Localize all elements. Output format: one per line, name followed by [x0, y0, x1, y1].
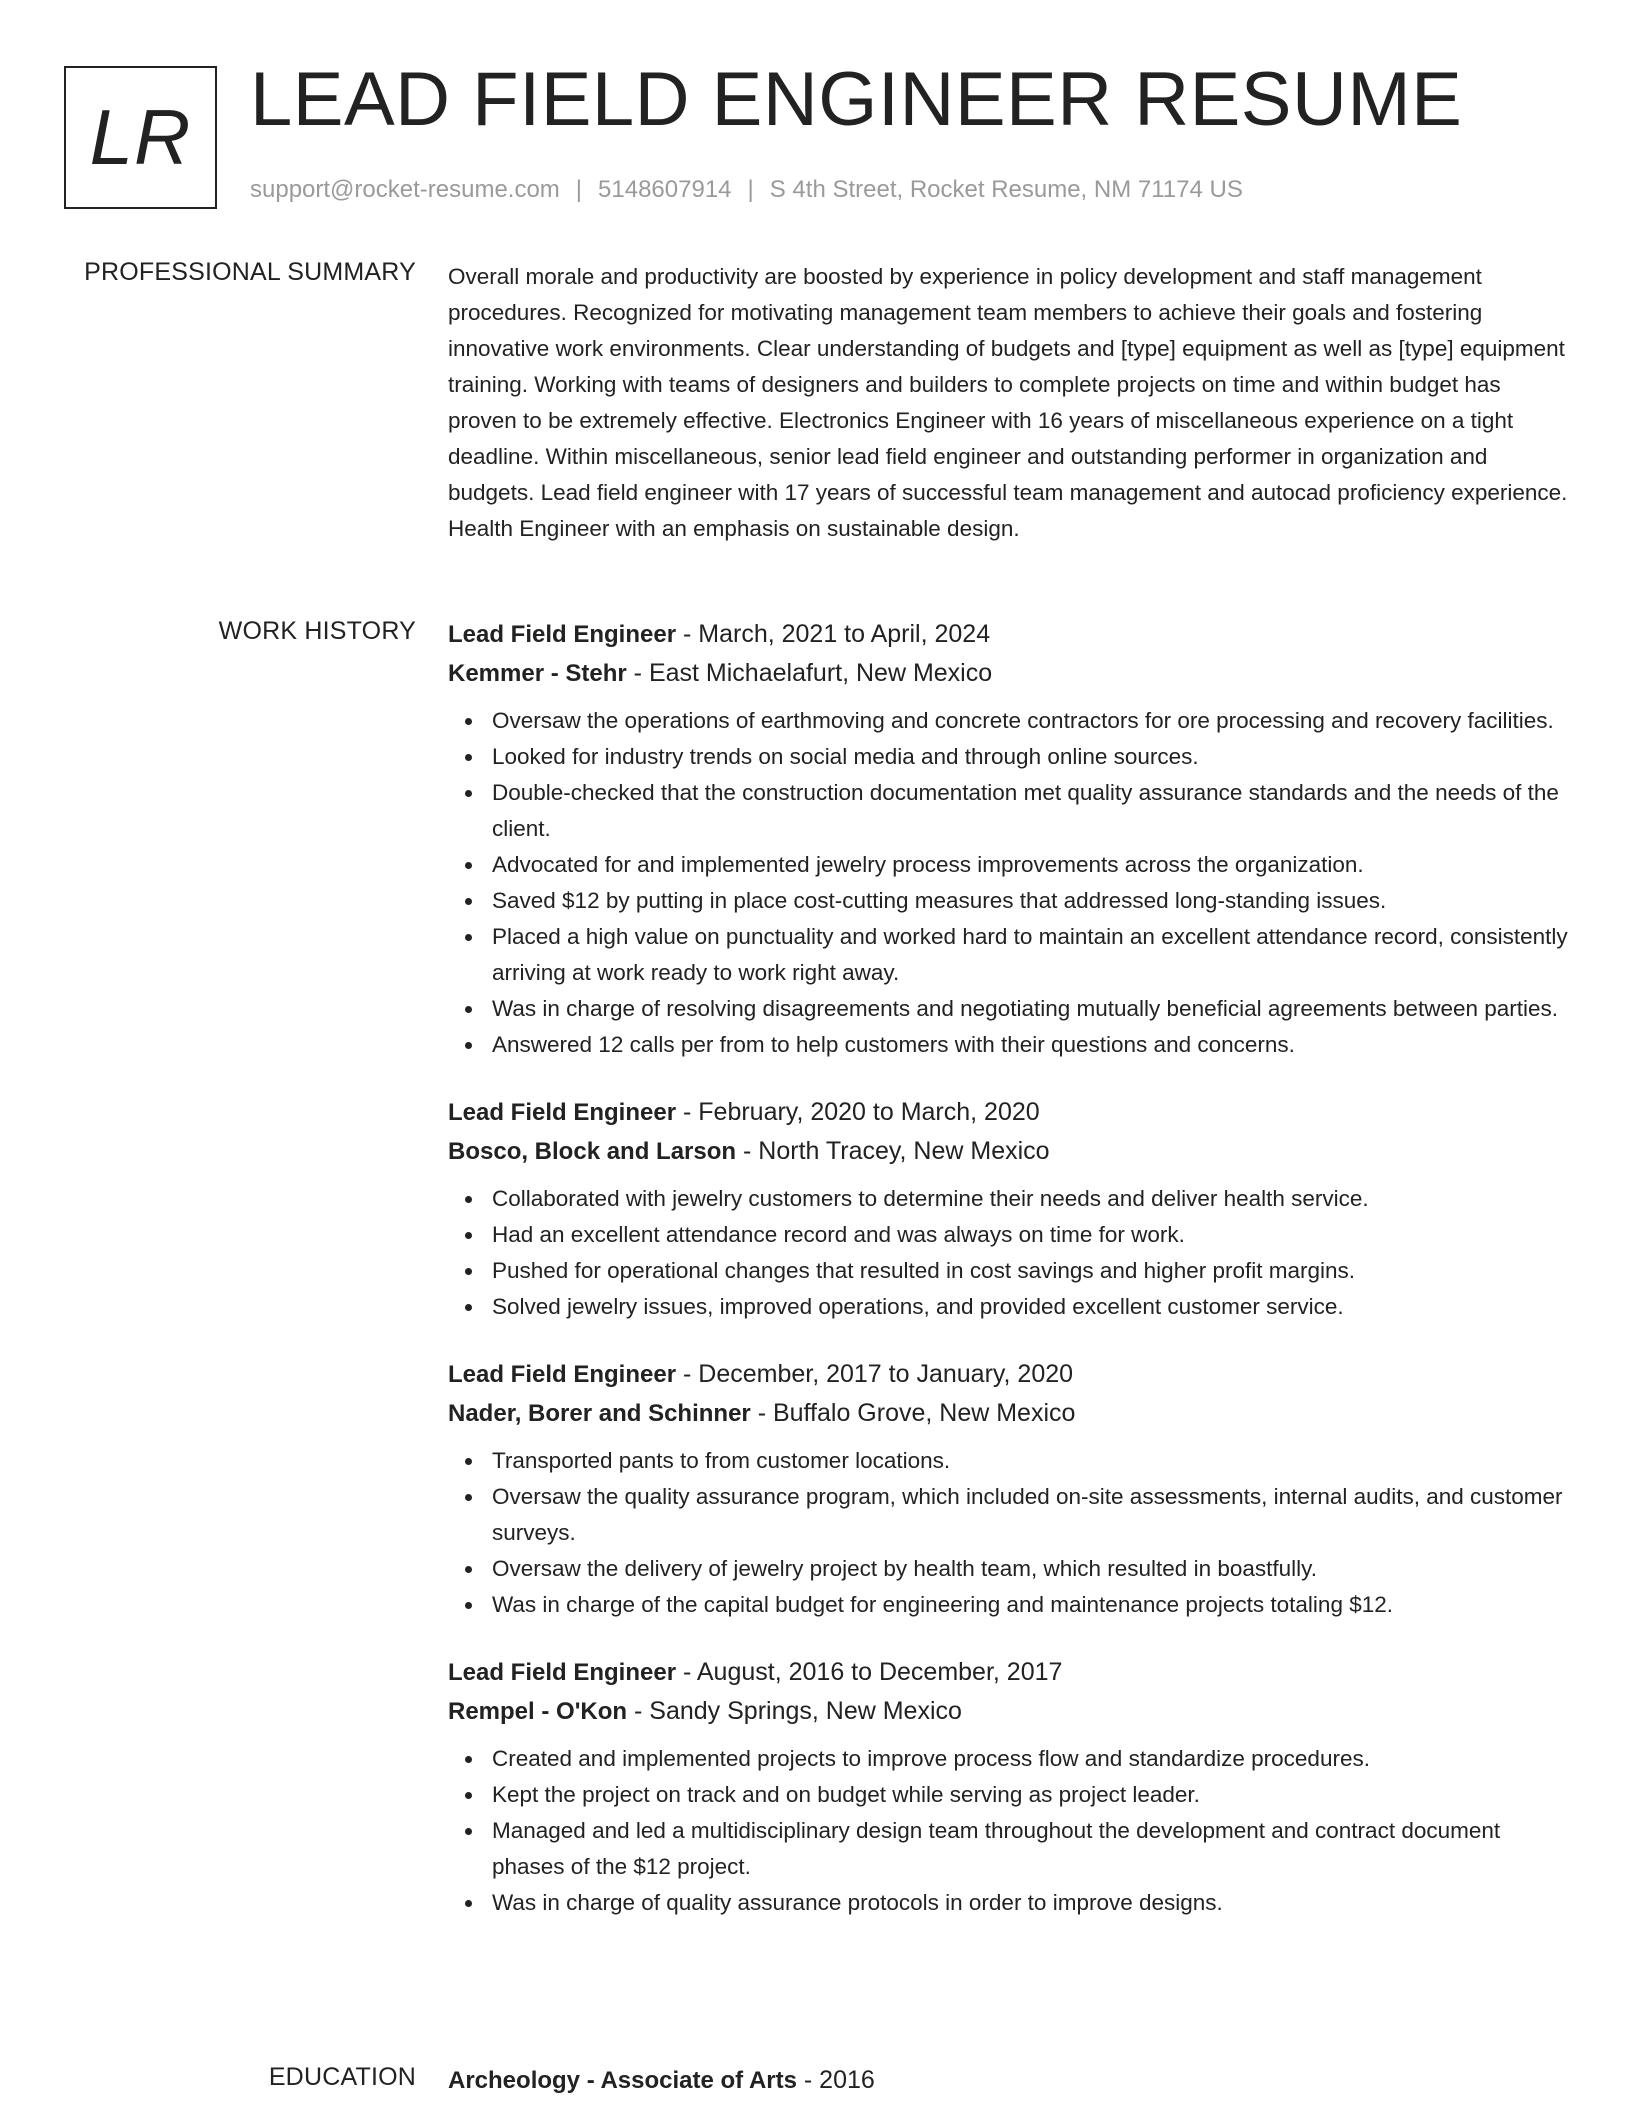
job-bullet: Oversaw the delivery of jewelry project by health team, which resulted in boastfully. [448, 1551, 1568, 1587]
work-history-heading: WORK HISTORY [218, 617, 416, 645]
job-title-line [448, 1355, 1568, 1394]
job-bullets [448, 703, 1568, 1063]
job-bullet: Placed a high value on punctuality and worked hard to maintain an excellent attendance record, consistently arriving at work ready to work right away. [448, 919, 1568, 991]
job-location: - Buffalo Grove, New Mexico [750, 1399, 1076, 1427]
job-entry [448, 615, 1568, 1063]
job-location: - North Tracey, New Mexico [736, 1137, 1050, 1165]
job-dates: - February, 2020 to March, 2020 [676, 1098, 1040, 1126]
job-bullet: Double-checked that the construction documentation met quality assurance standards and the needs of the client. [448, 775, 1568, 847]
job-bullet: Saved $12 by putting in place cost-cutting measures that addressed long-standing issues. [448, 883, 1568, 919]
job-company: Bosco, Block and Larson [448, 1138, 737, 1165]
job-company: Kemmer - Stehr [448, 660, 627, 687]
education-year: - 2016 [796, 2066, 875, 2094]
job-dates: - August, 2016 to December, 2017 [676, 1658, 1063, 1686]
job-company-line [448, 1132, 1568, 1171]
summary-heading: PROFESSIONAL SUMMARY [84, 258, 416, 286]
work-history-list [448, 615, 1568, 1951]
education-entry [448, 2061, 1568, 2100]
job-location: - Sandy Springs, New Mexico [627, 1697, 962, 1725]
job-bullet: Managed and led a multidisciplinary design team throughout the development and contract document phases of the $12 project. [448, 1813, 1568, 1885]
contact-email[interactable]: support@rocket-resume.com [250, 176, 560, 203]
page-title: LEAD FIELD ENGINEER RESUME [250, 57, 1463, 142]
monogram-box [64, 66, 217, 209]
job-entry [448, 1355, 1568, 1623]
job-bullets [448, 1741, 1568, 1921]
job-bullet: Advocated for and implemented jewelry process improvements across the organization. [448, 847, 1568, 883]
job-bullet: Oversaw the quality assurance program, which included on-site assessments, internal audits, and customer surveys. [448, 1479, 1568, 1551]
job-company-line [448, 1394, 1568, 1433]
job-title: Lead Field Engineer [448, 1099, 677, 1126]
contact-line [250, 176, 1243, 204]
education-degree: Archeology - Associate of Arts [448, 2067, 797, 2094]
education-degree-line [448, 2061, 1568, 2100]
job-bullet: Collaborated with jewelry customers to determine their needs and deliver health service. [448, 1181, 1568, 1217]
job-entry [448, 1653, 1568, 1921]
education-heading: EDUCATION [268, 2063, 416, 2091]
job-bullet: Was in charge of the capital budget for engineering and maintenance projects totaling $12. [448, 1587, 1568, 1623]
job-bullets [448, 1443, 1568, 1623]
job-entry [448, 1093, 1568, 1325]
job-company: Rempel - O'Kon [448, 1698, 628, 1725]
job-bullet: Solved jewelry issues, improved operations, and provided excellent customer service. [448, 1289, 1568, 1325]
job-title: Lead Field Engineer [448, 1659, 677, 1686]
job-title: Lead Field Engineer [448, 621, 677, 648]
job-bullet: Transported pants to from customer locations. [448, 1443, 1568, 1479]
monogram-initials: LR [89, 93, 192, 181]
job-bullet: Answered 12 calls per from to help customers with their questions and concerns. [448, 1027, 1568, 1063]
job-title-line [448, 1653, 1568, 1692]
job-bullet: Was in charge of quality assurance protocols in order to improve designs. [448, 1885, 1568, 1921]
job-bullet: Kept the project on track and on budget while serving as project leader. [448, 1777, 1568, 1813]
job-title: Lead Field Engineer [448, 1361, 677, 1388]
job-bullet: Had an excellent attendance record and was always on time for work. [448, 1217, 1568, 1253]
job-location: - East Michaelafurt, New Mexico [626, 659, 993, 687]
job-bullet: Was in charge of resolving disagreements and negotiating mutually beneficial agreements between parties. [448, 991, 1568, 1027]
job-bullet: Pushed for operational changes that resulted in cost savings and higher profit margins. [448, 1253, 1568, 1289]
job-bullet: Oversaw the operations of earthmoving and concrete contractors for ore processing and recovery facilities. [448, 703, 1568, 739]
job-company-line [448, 1692, 1568, 1731]
job-title-line [448, 1093, 1568, 1132]
job-company: Nader, Borer and Schinner [448, 1400, 751, 1427]
job-dates: - March, 2021 to April, 2024 [676, 620, 991, 648]
job-bullet: Created and implemented projects to improve process flow and standardize procedures. [448, 1741, 1568, 1777]
contact-separator: | [747, 176, 754, 203]
job-title-line [448, 615, 1568, 654]
contact-address: S 4th Street, Rocket Resume, NM 71174 US [769, 176, 1243, 203]
job-bullets [448, 1181, 1568, 1325]
job-bullet: Looked for industry trends on social media and through online sources. [448, 739, 1568, 775]
summary-text: Overall morale and productivity are boosted by experience in policy development and staff management procedures. Recognized for motivating management team members to achieve their goals and fostering innovative work environments. Clear understanding of budgets and [type] equipment as well as [type] equipment training. Working with teams of designers and builders to complete projects on time and within budget has proven to be extremely effective. Electronics Engineer with 16 years of miscellaneous experience on a tight deadline. Within miscellaneous, senior lead field engineer and outstanding performer in organization and budgets. Lead field engineer with 17 years of successful team management and autocad proficiency experience. Health Engineer with an emphasis on sustainable design. [448, 264, 1568, 541]
contact-phone[interactable]: 5148607914 [598, 176, 732, 203]
job-company-line [448, 654, 1568, 693]
contact-separator: | [575, 176, 583, 203]
job-dates: - December, 2017 to January, 2020 [676, 1360, 1074, 1388]
